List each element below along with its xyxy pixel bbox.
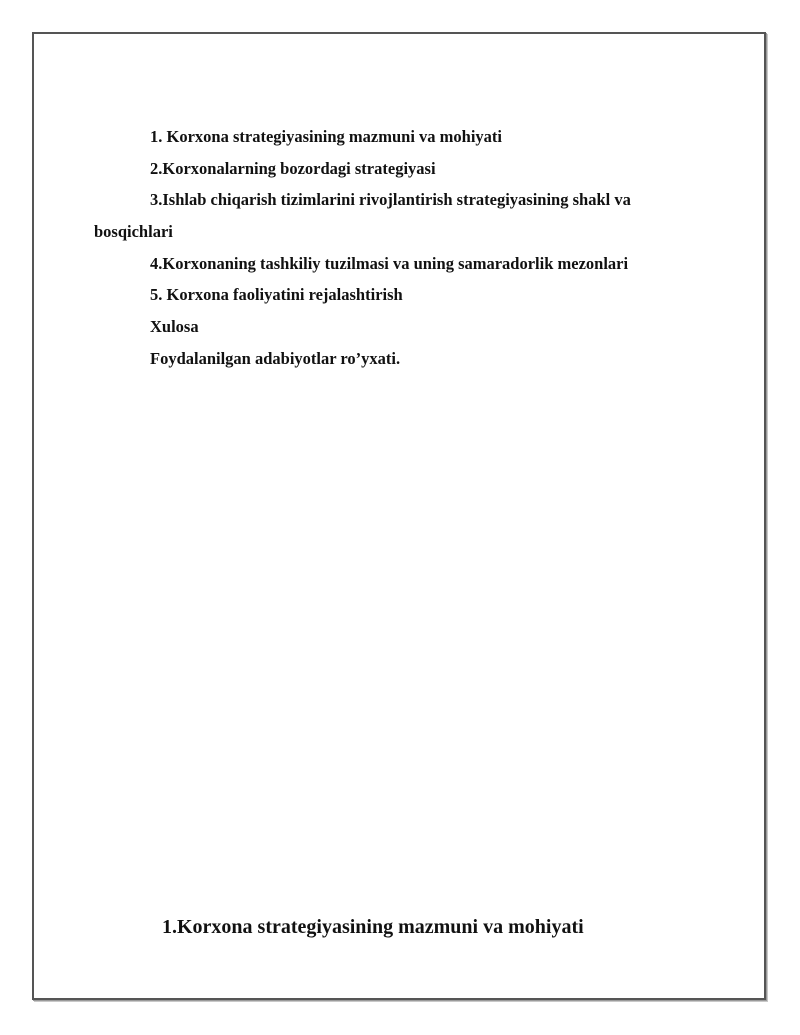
toc-item-references: Foydalanilgan adabiyotlar ro’yxati. (150, 349, 401, 368)
toc-item-2: 2.Korxonalarning bozordagi strategiyasi (150, 159, 436, 178)
toc-item-3-line-1: 3.Ishlab chiqarish tizimlarini rivojlantirish strategiyasining shakl va (150, 190, 631, 209)
toc-item-conclusion: Xulosa (150, 317, 199, 336)
toc-item-4: 4.Korxonaning tashkiliy tuzilmasi va uning samaradorlik mezonlari (150, 254, 629, 273)
section-heading: 1.Korxona strategiyasining mazmuni va mohiyati (162, 916, 584, 938)
toc-item-3-line-2: bosqichlari (94, 222, 173, 241)
toc-item-1: 1. Korxona strategiyasining mazmuni va mohiyati (150, 127, 503, 146)
toc-item-5: 5. Korxona faoliyatini rejalashtirish (150, 285, 403, 304)
